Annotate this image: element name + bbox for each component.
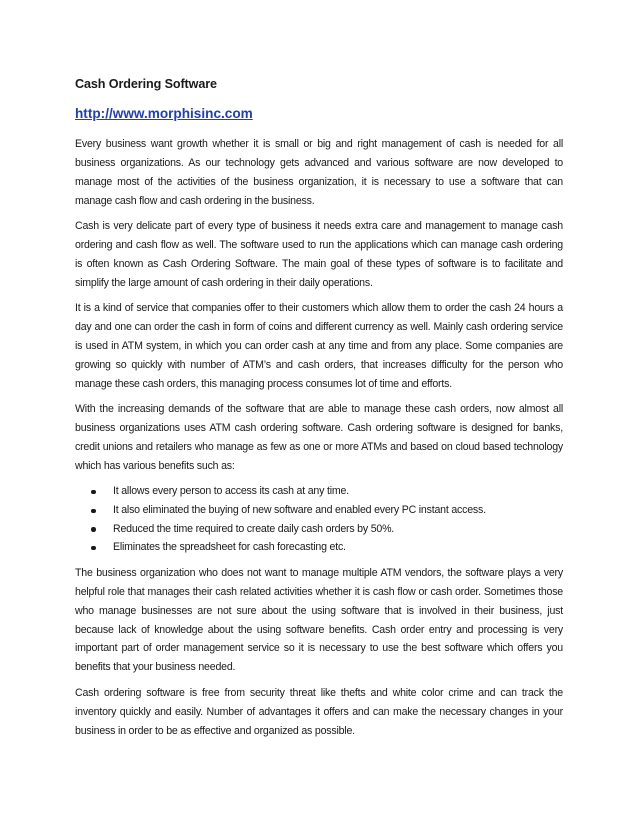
bullet-icon xyxy=(91,546,96,551)
list-item xyxy=(91,501,563,520)
paragraph-security: Cash ordering software is free from security threat like thefts and white color crime and can track the inventory quickly and easily. Number of advantages it offers and can make the necessary changes in your business in order to be as effective and organized as possible. xyxy=(75,686,563,737)
paragraph-service: It is a kind of service that companies offer to their customers which allow them to order the cash 24 hours a day and one can order the cash in form of coins and different currency as well. Mainly cash ordering service is used in ATM system, in which you can order cash at any time and from any place. Some companies are growing so quickly with number of ATM’s and cash orders, that increases difficulty for the person who manage these cash orders, this managing process consumes lot of time and efforts. xyxy=(75,302,563,390)
paragraph-intro: Every business want growth whether it is small or big and right management of cash is needed for all business organizations. As our technology gets advanced and various software are now developed to manage most of the activities of the business organization, it is necessary to use a software that can manage cash flow and cash ordering in the business. xyxy=(75,138,563,207)
document-page xyxy=(75,76,563,747)
list-item xyxy=(91,520,563,539)
benefits-list xyxy=(75,482,563,556)
paragraph-demands: With the increasing demands of the software that are able to manage these cash orders, now almost all business organizations uses ATM cash ordering software. Cash ordering software is designed for banks, credit unions and retailers who manage as few as one or more ATMs and based on cloud based technology which has various benefits such as: xyxy=(75,403,563,472)
paragraph-vendors: The business organization who does not want to manage multiple ATM vendors, the software plays a very helpful role that manages their cash related activities whether it is cash flow or cash order. Sometimes those who manage businesses are not sure about the using software that is involved in their business, just because lack of knowledge about the using software benefits. Cash order entry and processing is very important part of order management service so it is necessary to use the best software which offers you benefits that your business needed. xyxy=(75,566,563,674)
paragraph-cash-delicate: Cash is very delicate part of every type of business it needs extra care and management to manage cash ordering and cash flow as well. The software used to run the applications which can manage cash ordering is often known as Cash Ordering Software. The main goal of these types of software is to facilitate and simplify the large amount of cash ordering in their daily operations. xyxy=(75,220,563,289)
list-item-text: Reduced the time required to create daily cash orders by 50%. xyxy=(113,522,395,535)
bullet-icon xyxy=(91,509,96,514)
document-title: Cash Ordering Software xyxy=(75,77,217,91)
list-item-text: It allows every person to access its cash at any time. xyxy=(113,485,349,498)
website-link[interactable]: http://www.morphisinc.com xyxy=(75,106,253,121)
list-item xyxy=(91,482,563,501)
list-item-text: Eliminates the spreadsheet for cash forecasting etc. xyxy=(113,541,346,554)
bullet-icon xyxy=(91,527,96,532)
list-item xyxy=(91,538,563,557)
bullet-icon xyxy=(91,490,96,495)
list-item-text: It also eliminated the buying of new software and enabled every PC instant access. xyxy=(113,504,486,516)
